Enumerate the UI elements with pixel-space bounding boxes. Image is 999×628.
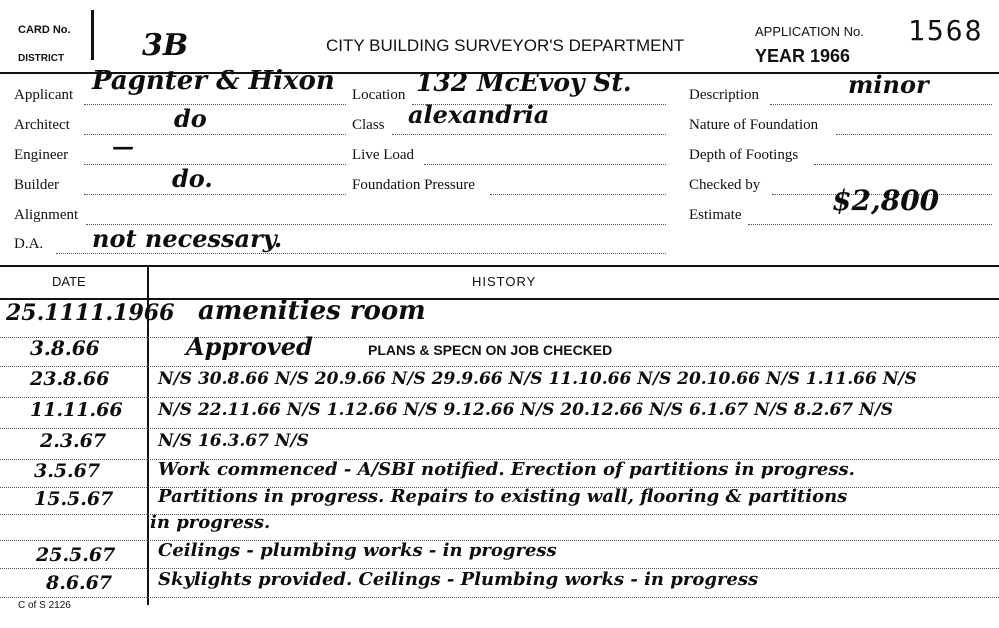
history-date: 3.8.66 bbox=[30, 336, 100, 360]
year-label: YEAR 1966 bbox=[755, 46, 851, 66]
nature-of-foundation-line bbox=[836, 134, 992, 135]
engineer-value: — bbox=[112, 134, 134, 160]
application-no: 1568 bbox=[908, 14, 984, 47]
foundation-pressure-label: Foundation Pressure bbox=[352, 177, 475, 193]
history-date: 11.11.66 bbox=[30, 399, 123, 421]
estimate-value: $2,800 bbox=[832, 184, 940, 217]
history-date: 2.3.67 bbox=[40, 430, 107, 452]
history-entry: amenities room bbox=[198, 296, 426, 326]
department-title: CITY BUILDING SURVEYOR'S DEPARTMENT bbox=[326, 36, 685, 55]
live-load-label: Live Load bbox=[352, 147, 415, 163]
history-date: 3.5.67 bbox=[34, 460, 101, 482]
da-label: D.A. bbox=[14, 236, 44, 252]
district-label: DISTRICT bbox=[18, 53, 65, 64]
architect-value: do bbox=[174, 104, 207, 133]
history-rule bbox=[0, 366, 999, 367]
alignment-label: Alignment bbox=[14, 207, 79, 223]
checked-by-label: Checked by bbox=[689, 177, 761, 193]
applicant-line bbox=[84, 104, 346, 105]
description-line bbox=[770, 104, 992, 105]
engineer-line bbox=[84, 164, 346, 165]
builder-label: Builder bbox=[14, 177, 59, 193]
depth-of-footings-line bbox=[814, 164, 992, 165]
date-column-header: DATE bbox=[52, 274, 86, 289]
history-entry: Work commenced - A/SBI notified. Erection of partitions in progress. bbox=[158, 459, 855, 480]
history-entry: N/S 16.3.67 N/S bbox=[158, 431, 309, 451]
history-rule bbox=[0, 597, 999, 598]
card-no-mark bbox=[91, 10, 94, 60]
estimate-label: Estimate bbox=[689, 207, 742, 223]
approval-stamp: PLANS & SPECN ON JOB CHECKED bbox=[368, 342, 613, 358]
engineer-label: Engineer bbox=[14, 147, 69, 163]
live-load-line bbox=[424, 164, 666, 165]
history-date: 23.8.66 bbox=[30, 368, 110, 390]
class-label: Class bbox=[352, 117, 385, 133]
location-value: 132 McEvoy St. bbox=[416, 68, 632, 97]
history-date: 25.1111.1966 bbox=[6, 300, 175, 326]
class-value: alexandria bbox=[408, 100, 550, 129]
applicant-value: Pagnter & Hixon bbox=[92, 66, 335, 96]
builder-value: do. bbox=[172, 164, 213, 193]
history-rule bbox=[0, 397, 999, 398]
form-code: C of S 2126 bbox=[18, 600, 71, 611]
history-column-header: HISTORY bbox=[472, 274, 537, 289]
history-entry: N/S 22.11.66 N/S 1.12.66 N/S 9.12.66 N/S 20.12.66 N/S 6.1.67 N/S 8.2.67 N/S bbox=[158, 400, 894, 420]
history-rule bbox=[0, 428, 999, 429]
history-entry: Approved bbox=[186, 332, 313, 361]
applicant-label: Applicant bbox=[14, 87, 74, 103]
history-date: 25.5.67 bbox=[36, 544, 116, 566]
da-line bbox=[56, 253, 666, 254]
history-entry: in progress. bbox=[150, 512, 271, 533]
estimate-line bbox=[748, 224, 992, 225]
da-value: not necessary. bbox=[92, 224, 283, 253]
foundation-pressure-line bbox=[490, 194, 666, 195]
history-entry: N/S 30.8.66 N/S 20.9.66 N/S 29.9.66 N/S 11.10.66 N/S 20.10.66 N/S 1.11.66 N/S bbox=[158, 369, 917, 389]
history-entry: Ceilings - plumbing works - in progress bbox=[158, 540, 557, 561]
depth-of-footings-label: Depth of Footings bbox=[689, 147, 799, 163]
district-value: 3B bbox=[142, 28, 189, 63]
history-date: 8.6.67 bbox=[46, 572, 113, 594]
history-entry: Skylights provided. Ceilings - Plumbing works - in progress bbox=[158, 569, 759, 590]
application-no-label: APPLICATION No. bbox=[755, 24, 864, 39]
history-date: 15.5.67 bbox=[34, 488, 114, 510]
nature-of-foundation-label: Nature of Foundation bbox=[689, 117, 819, 133]
history-entry: Partitions in progress. Repairs to existing wall, flooring & partitions bbox=[158, 486, 848, 507]
builder-line bbox=[84, 194, 346, 195]
architect-label: Architect bbox=[14, 117, 70, 133]
description-label: Description bbox=[689, 87, 759, 103]
card-no-label: CARD No. bbox=[18, 24, 71, 36]
location-label: Location bbox=[352, 87, 406, 103]
history-rule bbox=[0, 337, 999, 338]
class-line bbox=[392, 134, 666, 135]
description-value: minor bbox=[848, 70, 929, 99]
fields-rule bbox=[0, 265, 999, 267]
